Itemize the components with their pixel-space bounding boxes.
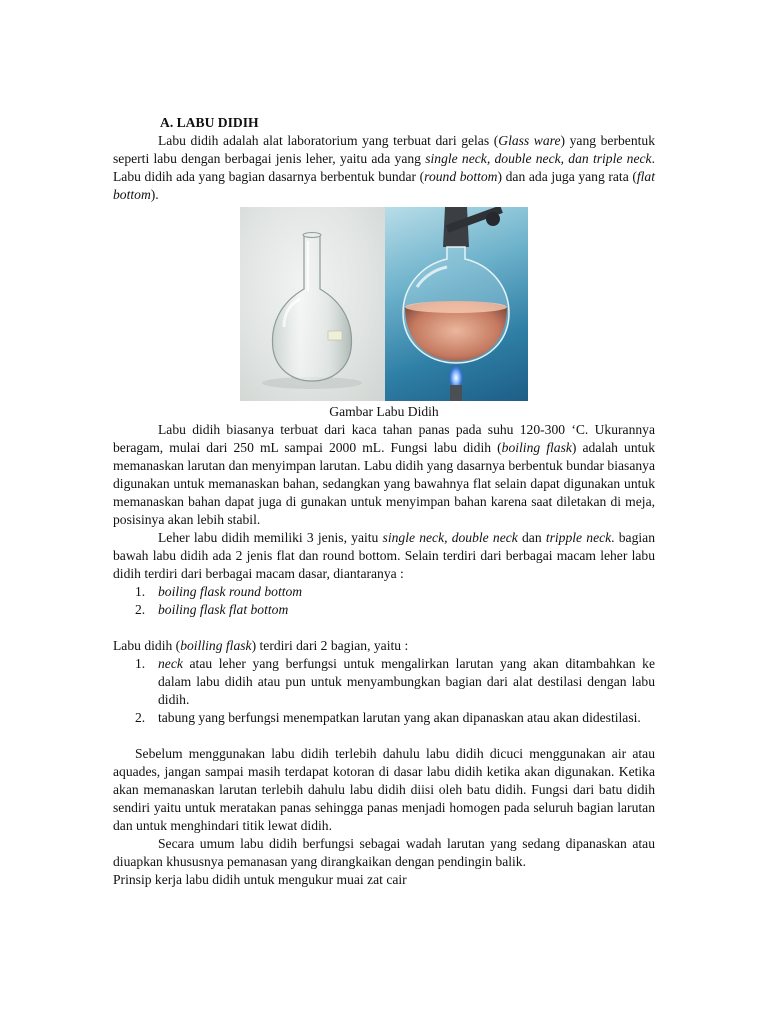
list-item-text: boiling flask round bottom [158,584,303,599]
flask-parts-list [113,655,655,727]
paragraph-boiling-flask-function [113,421,655,529]
intro-text-2: ) yang berbentuk seperti labu dengan berbagai jenis leher, yaitu ada yang [113,133,655,166]
intro-em-round-bottom: round bottom [424,169,498,184]
intro-em-flat-bottom: flat bottom [113,169,655,202]
figure-caption: Gambar Labu Didih [329,404,439,419]
intro-text-5: ). [150,187,159,202]
list-item [113,583,655,601]
bottom-types-list [113,583,655,619]
list-item-text: atau leher yang berfungsi untuk mengalirkan larutan yang akan ditambahkan ke dalam labu didih atau pun untuk menyambungkan bagian dari alat destilasi dengan labu didih. [158,656,655,707]
list-item [113,709,655,727]
paragraph-general-function: Secara umum labu didih berfungsi sebagai wadah larutan yang sedang dipanaskan atau diuapkan khususnya pemanasan yang dirangkaikan dengan pendingin balik. [113,836,655,869]
paragraph-flask-parts [113,637,655,655]
para2-text-1: Labu didih biasanya terbuat dari kaca tahan panas pada suhu 120-300 ‘C. Ukurannya beragam, mulai dari 250 mL sampai 2000 mL. Fungsi labu didih ( [113,422,655,455]
para2-em-boiling-flask: boiling flask [501,440,572,455]
list-item-em-neck: neck [158,656,183,671]
para3-em-single-double-neck: single neck, double neck [382,530,518,545]
para3-text-2: dan [517,530,546,545]
intro-text-4: ) dan ada juga yang rata ( [497,169,637,184]
figure-labu-didih [113,207,655,401]
flask-illustration [240,207,385,401]
intro-em-neck-types: single neck, double neck, dan triple neck [425,151,652,166]
round-bottom-flask-heating-photo [385,207,528,401]
section-heading: A. LABU DIDIH [160,115,259,130]
list-item-text: boiling flask flat bottom [158,602,289,617]
para3-text-3: . bagian bawah labu didih ada 2 jenis flat dan round bottom. Selain terdiri dari berbagai macam leher labu didih terdiri dari berbagai macam dasar, diantaranya : [113,530,655,581]
intro-paragraph [113,132,655,204]
intro-em-glassware: Glass ware [498,133,561,148]
spacer [113,619,655,637]
paragraph-preparation: Sebelum menggunakan labu didih terlebih dahulu labu didih dicuci menggunakan air atau aquades, jangan sampai masih terdapat kotoran di dasar labu didih ketika akan digunakan. Ketika akan memanaskan larutan terlebih dahulu labu didih diisi oleh batu didih. Fungsi dari batu didih sendiri yaitu untuk meratakan panas sehingga panas menjadi homogen pada seluruh bagian larutan dan untuk menghindari titik lewat didih. [113,746,655,833]
list-item [113,601,655,619]
paragraph-neck-types [113,529,655,583]
flat-bottom-flask-photo [240,207,385,401]
para4-text-2: ) terdiri dari 2 bagian, yaitu : [251,638,409,653]
para4-em-boilling-flask: boilling flask [180,638,252,653]
list-item [113,655,655,709]
list-item-text: tabung yang berfungsi menempatkan larutan yang akan dipanaskan atau akan didestilasi. [158,710,641,725]
paragraph-working-principle: Prinsip kerja labu didih untuk mengukur muai zat cair [113,872,407,887]
para3-em-tripple-neck: tripple neck [545,530,612,545]
list-number: 2. [135,710,146,725]
para2-text-2: ) adalah untuk memanaskan larutan dan menyimpan larutan. Labu didih yang dasarnya berbentuk bundar biasanya digunakan untuk memanaskan bahan, sedangkan yang bawahnya flat selain dapat digunakan untuk memanaskan bahan dapat juga di gunakan untuk menyimpan bahan karena saat diletakan di meja, posisinya akan lebih stabil. [113,440,656,527]
list-number: 2. [135,602,146,617]
spacer [113,727,655,745]
list-number: 1. [135,584,146,599]
intro-text-1: Labu didih adalah alat laboratorium yang terbuat dari gelas ( [158,133,499,148]
document-content [113,114,655,889]
intro-text-3: . Labu didih ada yang bagian dasarnya berbentuk bundar ( [113,151,655,184]
para4-text-1: Labu didih ( [113,638,181,653]
list-number: 1. [135,656,146,671]
heating-flask-illustration [385,207,528,401]
para3-text-1: Leher labu didih memiliki 3 jenis, yaitu [158,530,383,545]
